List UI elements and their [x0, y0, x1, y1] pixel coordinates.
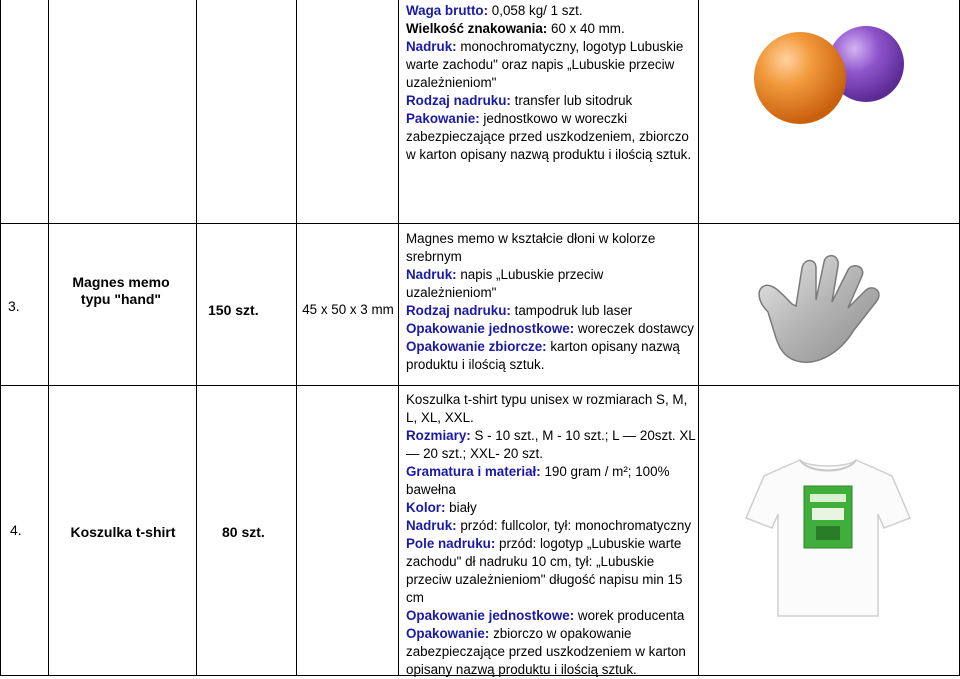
product-name: Magnes memo typu "hand"	[72, 274, 170, 307]
description-line: Opakowanie jednostkowe: woreczek dostawcy	[406, 321, 694, 336]
description-line: Gramatura i materiał: 190 gram / m²; 100% bawełna	[406, 464, 670, 497]
column-divider	[398, 0, 399, 676]
description-line: Rodzaj nadruku: transfer lub sitodruk	[406, 93, 633, 108]
row-description	[406, 230, 696, 374]
product-name: Koszulka t-shirt	[70, 524, 176, 540]
row-divider	[0, 223, 960, 224]
row-number: 3.	[8, 298, 20, 314]
description-line: Pakowanie: jednostkowo w woreczki zabezpieczające przed uszkodzeniem, zbiorczo w karton opisany nazwą produktu i ilością sztuk.	[406, 111, 692, 162]
product-quantity: 80 szt.	[222, 524, 265, 540]
column-divider	[48, 0, 49, 676]
row-divider	[0, 385, 960, 386]
balls-image	[748, 24, 908, 133]
description-line: Nadruk: przód: fullcolor, tył: monochromatyczny	[406, 518, 692, 533]
hand-magnet-image	[750, 254, 900, 375]
product-quantity: 150 szt.	[208, 302, 259, 318]
description-line: Opakowanie jednostkowe: worek producenta	[406, 608, 685, 623]
column-divider	[296, 0, 297, 676]
column-divider	[698, 0, 699, 676]
description-line: Nadruk: monochromatyczny, logotyp Lubuskie warte zachodu" oraz napis „Lubuskie przeciw uzależnieniom"	[406, 39, 684, 90]
description-line: Nadruk: napis „Lubuskie przeciw uzależnieniom"	[406, 267, 604, 300]
description-line: Rodzaj nadruku: tampodruk lub laser	[406, 303, 633, 318]
row-number: 4.	[10, 522, 22, 538]
product-size: 45 x 50 x 3 mm	[302, 302, 394, 317]
description-line: Opakowanie zbiorcze: karton opisany nazwą produktu i ilością sztuk.	[406, 339, 680, 372]
description-line: Rozmiary: S - 10 szt., M - 10 szt.; L — 20szt. XL — 20 szt.; XXL- 20 szt.	[406, 428, 696, 461]
table-border-left	[0, 0, 1, 676]
description-line: Wielkość znakowania: 60 x 40 mm.	[406, 21, 625, 36]
description-line: Waga brutto: 0,058 kg/ 1 szt.	[406, 3, 583, 18]
column-divider	[196, 0, 197, 676]
description-line: Magnes memo w kształcie dłoni w kolorze srebrnym	[406, 231, 656, 264]
description-line: Koszulka t-shirt typu unisex w rozmiarach S, M, L, XL, XXL.	[406, 392, 688, 425]
description-line: Opakowanie: zbiorczo w opakowanie zabezpieczające przed uszkodzeniem w karton opisany nazwą produktu i ilością sztuk.	[406, 626, 686, 677]
row-description	[406, 391, 696, 679]
description-line: Pole nadruku: przód: logotyp „Lubuskie warte zachodu" dł nadruku 10 cm, tył: „Lubuskie przeciw uzależnieniom" długość napisu min 15 cm	[406, 536, 683, 605]
tshirt-image	[742, 452, 914, 627]
row-description	[406, 2, 696, 164]
description-line: Kolor: biały	[406, 500, 477, 515]
